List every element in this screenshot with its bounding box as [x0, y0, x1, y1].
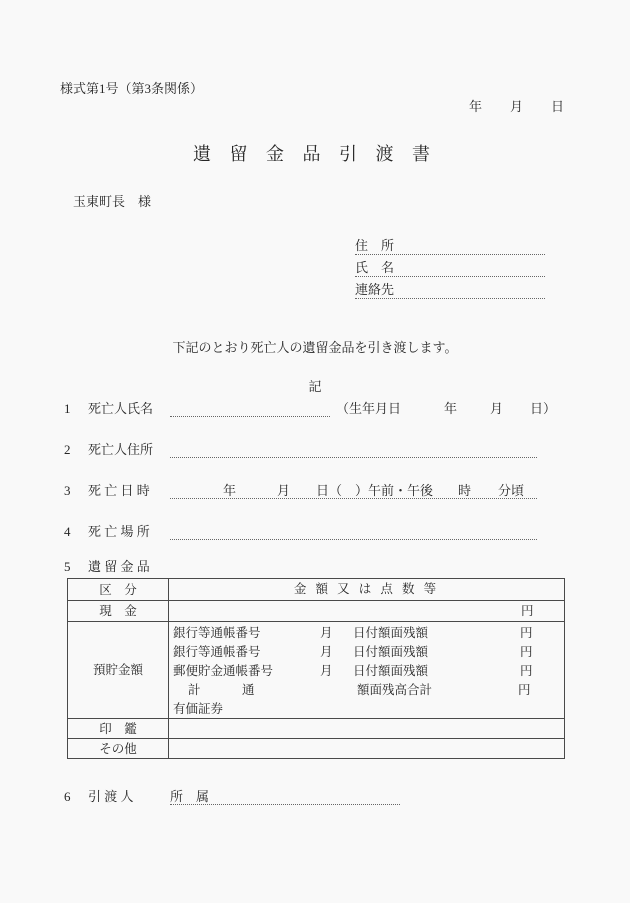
deposit-line-bank2 [169, 643, 564, 662]
intro-text: 下記のとおり死亡人の遺留金品を引き渡します。 [172, 340, 458, 355]
seal-label: 印 鑑 [68, 719, 169, 738]
birth-date-prefix: （生年月日 [336, 401, 402, 416]
addressee: 玉東町長 様 [73, 194, 152, 209]
date-day-label: 日 [550, 99, 564, 114]
item-number: 6 [64, 789, 71, 804]
form-number: 様式第1号（第3条関係） [60, 81, 204, 96]
deposit-row [68, 621, 564, 718]
balance-label: 日付額面残額 [353, 626, 429, 640]
address-fill-line [170, 440, 537, 458]
date-month-label: 月 [509, 99, 523, 114]
other-row [68, 738, 564, 758]
item-deceased-address [0, 440, 630, 460]
item-label: 死亡人氏名 [88, 401, 154, 416]
minute-label: 分頃 [498, 483, 525, 498]
month-label: 月 [320, 645, 333, 659]
item-deceased-name [0, 399, 630, 419]
name-field [355, 258, 545, 277]
yen-label: 円 [520, 664, 533, 678]
item-number: 2 [64, 442, 71, 457]
month-label: 月 [320, 664, 333, 678]
address-field [355, 236, 545, 255]
bank-passbook-label: 銀行等通帳番号 [173, 626, 261, 640]
cash-label: 現 金 [68, 601, 169, 621]
deposit-line-securities [169, 700, 564, 719]
postal-passbook-label: 郵便貯金通帳番号 [173, 664, 274, 678]
birth-month-label: 月 [490, 401, 504, 416]
header-amount-cell: 金 額 又 は 点 数 等 [293, 582, 440, 596]
month-label: 月 [320, 626, 333, 640]
birth-day-label: 日） [530, 401, 557, 416]
date-line [469, 97, 564, 117]
deposit-line-postal [169, 662, 564, 681]
contact-field [355, 280, 545, 299]
item-handover-person [0, 787, 630, 807]
item-label: 死 亡 場 所 [88, 524, 150, 539]
balance-label: 日付額面残額 [353, 664, 429, 678]
table-header-row [68, 579, 564, 600]
cash-row [68, 600, 564, 621]
item-number: 3 [64, 483, 71, 498]
item-label: 死 亡 日 時 [88, 483, 150, 498]
item-label: 引 渡 人 [88, 789, 134, 804]
securities-label: 有価証券 [173, 702, 224, 716]
birth-year-label: 年 [444, 401, 458, 416]
name-fill-line [170, 399, 330, 417]
date-year-label: 年 [469, 99, 483, 114]
other-label: その他 [68, 739, 169, 758]
deposit-line-bank1 [169, 624, 564, 643]
page-title: 遺 留 金 品 引 渡 書 [193, 144, 437, 164]
balance-label: 日付額面残額 [353, 645, 429, 659]
department-label: 所 属 [170, 789, 210, 804]
yen-label: 円 [518, 683, 531, 697]
passbook-count-label: 通 [242, 683, 255, 697]
item-label: 遺 留 金 品 [88, 559, 150, 574]
seal-row [68, 718, 564, 738]
deposit-label: 預貯金額 [68, 622, 169, 718]
header-category-cell: 区 分 [68, 579, 169, 600]
yen-label: 円 [520, 645, 533, 659]
ampm-label: 午前・午後 [368, 483, 434, 498]
deposit-line-total [169, 681, 564, 700]
item-number: 1 [64, 401, 71, 416]
place-fill-line [170, 522, 537, 540]
death-month-label: 月 [277, 483, 291, 498]
yen-label: 円 [520, 626, 533, 640]
cash-unit-label: 円 [521, 604, 534, 618]
death-year-label: 年 [223, 483, 237, 498]
item-left-property [0, 557, 630, 577]
contact-label: 連絡先 [355, 282, 395, 297]
item-death-place [0, 522, 630, 542]
death-day-label: 日（ ） [316, 483, 369, 498]
hour-label: 時 [458, 483, 472, 498]
property-table [67, 578, 565, 759]
item-death-datetime [0, 481, 630, 501]
record-marker: 記 [308, 379, 322, 394]
item-label: 死亡人住所 [88, 442, 154, 457]
item-number: 5 [64, 559, 71, 574]
name-label: 氏 名 [355, 260, 395, 275]
item-number: 4 [64, 524, 71, 539]
total-balance-label: 額面残高合計 [357, 683, 433, 697]
address-label: 住 所 [355, 238, 395, 253]
total-label: 計 [188, 683, 201, 697]
bank-passbook-label: 銀行等通帳番号 [173, 645, 261, 659]
